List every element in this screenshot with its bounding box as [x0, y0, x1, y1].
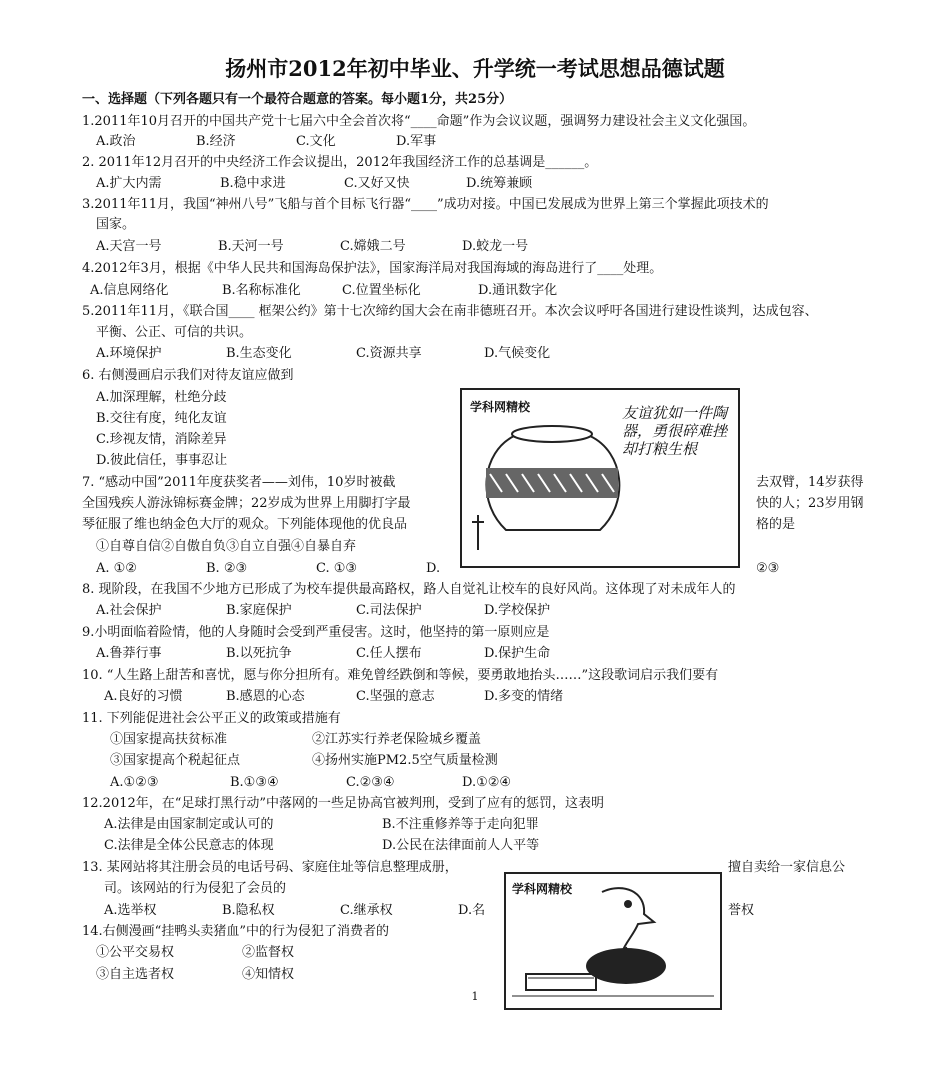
option: D.: [426, 561, 441, 576]
option: B.家庭保护: [226, 603, 292, 618]
question-5-cont: 平衡、公正、可信的共识。: [96, 325, 253, 340]
question-11: 11. 下列能促进社会公平正义的政策或措施有: [82, 711, 341, 726]
item: ④知情权: [242, 967, 295, 982]
item: ②江苏实行养老保险城乡覆盖: [312, 732, 482, 747]
item: ①公平交易权: [96, 945, 175, 960]
option: C.嫦娥二号: [340, 239, 406, 254]
question-6: 6. 右侧漫画启示我们对待友谊应做到: [82, 368, 294, 383]
option: C.任人摆布: [356, 646, 422, 661]
option: 誉权: [728, 903, 755, 918]
question-1: 1.2011年10月召开的中国共产党十七届六中全会首次将“____命题”作为会议议题，强调努力建设社会主义文化强国。: [82, 114, 756, 129]
option: B.以死抗争: [226, 646, 292, 661]
option: C.继承权: [340, 903, 393, 918]
option: D.多变的情绪: [484, 689, 564, 704]
question-4: 4.2012年3月，根据《中华人民共和国海岛保护法》，国家海洋局对我国海域的海岛进行了____处理。: [82, 261, 663, 276]
cartoon-watermark: 学科网精校: [512, 882, 573, 896]
page-number: 1: [471, 990, 479, 1003]
option: B.感恩的心态: [226, 689, 305, 704]
question-12: 12.2012年，在“足球打黑行动”中落网的一些足协高官被判刑，受到了应有的惩罚，这表明: [82, 796, 605, 811]
question-2: 2. 2011年12月召开的中央经济工作会议提出，2012年我国经济工作的总基调是______。: [82, 155, 598, 170]
item: ③国家提高个税起征点: [110, 753, 241, 768]
option: A.政治: [96, 134, 136, 149]
question-7-part: 全国残疾人游泳锦标赛金牌；22岁成为世界上用脚打字最: [82, 496, 411, 511]
option: A.法律是由国家制定或认可的: [104, 817, 274, 832]
option: C.资源共享: [356, 346, 422, 361]
option: B.隐私权: [222, 903, 275, 918]
option: D.学校保护: [484, 603, 551, 618]
question-7-part: 琴征服了维也纳金色大厅的观众。下列能体现他的优良品: [82, 517, 408, 532]
option: D.通讯数字化: [478, 283, 558, 298]
question-3: 3.2011年11月，我国“神州八号”飞船与首个目标飞行器“____”成功对接。中国已发展成为世界上第三个掌握此项技术的: [82, 197, 769, 212]
option: C.坚强的意志: [356, 689, 435, 704]
option: D.公民在法律面前人人平等: [382, 838, 540, 853]
question-14: 14.右侧漫画“挂鸭头卖猪血”中的行为侵犯了消费者的: [82, 924, 389, 939]
option: D.蛟龙一号: [462, 239, 529, 254]
option: A.社会保护: [96, 603, 162, 618]
option: ②③: [756, 561, 780, 576]
option: C.法律是全体公民意志的体现: [104, 838, 274, 853]
section-heading: 一、选择题（下列各题只有一个最符合题意的答案。每小题1分，共25分）: [82, 92, 513, 107]
option: B. ②③: [206, 561, 248, 576]
question-13: 13. 某网站将其注册会员的电话号码、家庭住址等信息整理成册，: [82, 860, 458, 875]
option: A.良好的习惯: [104, 689, 183, 704]
option: A.天宫一号: [96, 239, 162, 254]
option: D.统筹兼顾: [466, 176, 533, 191]
option: D.军事: [396, 134, 437, 149]
option: C. ①③: [316, 561, 358, 576]
question-7-items: ①自尊自信②自傲自负③自立自强④自暴自弃: [96, 539, 357, 554]
question-13-part: 擅自卖给一家信息公: [728, 860, 846, 875]
option: C.司法保护: [356, 603, 422, 618]
question-5: 5.2011年11月，《联合国____ 框架公约》第十七次缔约国大会在南非德班召开。本次会议呼吁各国进行建设性谈判，达成包容、: [82, 304, 818, 319]
friendship-cartoon: [460, 388, 740, 568]
option: C.②③④: [346, 775, 395, 790]
cartoon-watermark: 学科网精校: [470, 400, 531, 414]
item: ②监督权: [242, 945, 295, 960]
cartoon-caption: 友谊犹如一件陶器，勇很碎难挫却打粮生根: [622, 404, 728, 458]
option: C.位置坐标化: [342, 283, 421, 298]
option: A.鲁莽行事: [96, 646, 162, 661]
question-9: 9.小明面临着险情，他的人身随时会受到严重侵害。这时，他坚持的第一原则应是: [82, 625, 550, 640]
question-8: 8. 现阶段，在我国不少地方已形成了为校车提供最高路权，路人自觉礼让校车的良好风尚。这体现了对未成年人的: [82, 582, 736, 597]
option: B.①③④: [230, 775, 279, 790]
option: A. ①②: [96, 561, 137, 576]
option: D.名: [458, 903, 486, 918]
option: D.①②④: [462, 775, 512, 790]
option: A.①②③: [110, 775, 159, 790]
exam-title: 扬州市2012年初中毕业、升学统一考试思想品德试题: [225, 56, 725, 81]
option: D.气候变化: [484, 346, 551, 361]
option: A.信息网络化: [90, 283, 169, 298]
option: D.彼此信任，事事忍让: [96, 453, 228, 468]
item: ①国家提高扶贫标准: [110, 732, 228, 747]
question-7-part: 快的人；23岁用钢: [756, 496, 864, 511]
item: ④扬州实施PM2.5空气质量检测: [312, 753, 498, 768]
option: C.珍视友情，消除差异: [96, 432, 227, 447]
question-7-part: 去双臂，14岁获得: [756, 475, 864, 490]
item: ③自主选者权: [96, 967, 175, 982]
question-10: 10. “人生路上甜苦和喜忧，愿与你分担所有。难免曾经跌倒和等候，要勇敢地抬头……”这段歌词启示我们要有: [82, 668, 719, 683]
option: A.选举权: [104, 903, 157, 918]
option: B.天河一号: [218, 239, 284, 254]
option: A.环境保护: [96, 346, 162, 361]
option: B.交往有度，纯化友谊: [96, 411, 227, 426]
option: B.不注重修养等于走向犯罪: [382, 817, 539, 832]
option: C.又好又快: [344, 176, 410, 191]
option: A.扩大内需: [96, 176, 162, 191]
option: B.经济: [196, 134, 236, 149]
question-7: 7. “感动中国”2011年度获奖者——刘伟，10岁时被截: [82, 475, 396, 490]
option: A.加深理解，杜绝分歧: [96, 390, 227, 405]
option: B.名称标准化: [222, 283, 301, 298]
option: D.保护生命: [484, 646, 551, 661]
question-7-part: 格的是: [756, 517, 796, 532]
option: B.生态变化: [226, 346, 292, 361]
option: B.稳中求进: [220, 176, 286, 191]
duck-head-illustration: [506, 874, 720, 1008]
question-13-part: 司。该网站的行为侵犯了会员的: [104, 881, 287, 896]
option: C.文化: [296, 134, 336, 149]
question-3-cont: 国家。: [96, 217, 136, 232]
